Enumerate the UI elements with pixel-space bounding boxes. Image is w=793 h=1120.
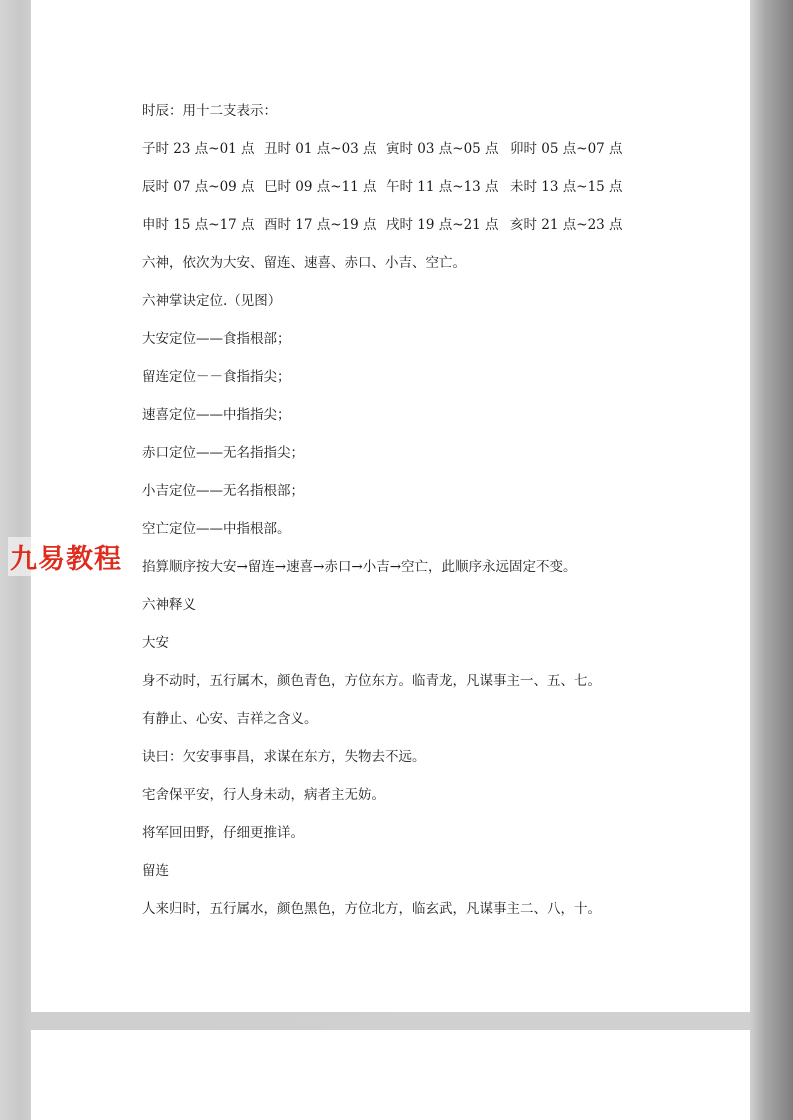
daan-description: 身不动时，五行属木，颜色青色，方位东方。临青龙，凡谋事主一、五、七。 [142,673,601,689]
watermark-logo: 九易教程 [8,537,124,576]
hour-yin: 寅时 03 点~05 点 [386,141,499,157]
hour-xu: 戌时 19 点~21 点 [386,217,499,233]
counting-order: 掐算顺序按大安→留连→速喜→赤口→小吉→空亡，此顺序永远固定不变。 [142,559,577,575]
daan-heading: 大安 [142,635,169,651]
chikou-position: 赤口定位——无名指指尖； [142,445,304,461]
six-gods-order: 六神，依次为大安、留连、速喜、赤口、小吉、空亡。 [142,255,466,271]
liulian-position: 留连定位－－食指指尖； [142,369,291,385]
hour-wei: 未时 13 点~15 点 [510,179,623,195]
daan-position: 大安定位——食指根部； [142,331,291,347]
document-page-1 [31,0,750,1012]
hour-hai: 亥时 21 点~23 点 [510,217,623,233]
palm-positions-heading: 六神掌诀定位.（见图） [142,293,282,309]
hour-chen: 辰时 07 点~09 点 [142,179,255,195]
liulian-description: 人来归时，五行属水，颜色黑色，方位北方，临玄武，凡谋事主二、八，十。 [142,901,601,917]
kongwang-position: 空亡定位——中指根部。 [142,521,291,537]
six-gods-meaning-heading: 六神释义 [142,597,196,613]
daan-verse-3: 将军回田野，仔细更推详。 [142,825,304,841]
hour-zi: 子时 23 点~01 点 [142,141,255,157]
document-page-2 [31,1030,750,1120]
daan-verse-1: 诀曰：欠安事事昌，求谋在东方，失物去不远。 [142,749,426,765]
liulian-heading: 留连 [142,863,169,879]
hour-si: 巳时 09 点~11 点 [264,179,377,195]
suxi-position: 速喜定位——中指指尖； [142,407,291,423]
daan-verse-2: 宅舍保平安，行人身未动，病者主无妨。 [142,787,385,803]
hour-you: 酉时 17 点~19 点 [264,217,377,233]
xiaoji-position: 小吉定位——无名指根部； [142,483,304,499]
daan-meaning: 有静止、心安、吉祥之含义。 [142,711,318,727]
hour-wu: 午时 11 点~13 点 [386,179,499,195]
hour-mao: 卯时 05 点~07 点 [510,141,623,157]
hour-shen: 申时 15 点~17 点 [142,217,255,233]
hour-chou: 丑时 01 点~03 点 [264,141,377,157]
hours-intro: 时辰：用十二支表示： [142,103,277,119]
